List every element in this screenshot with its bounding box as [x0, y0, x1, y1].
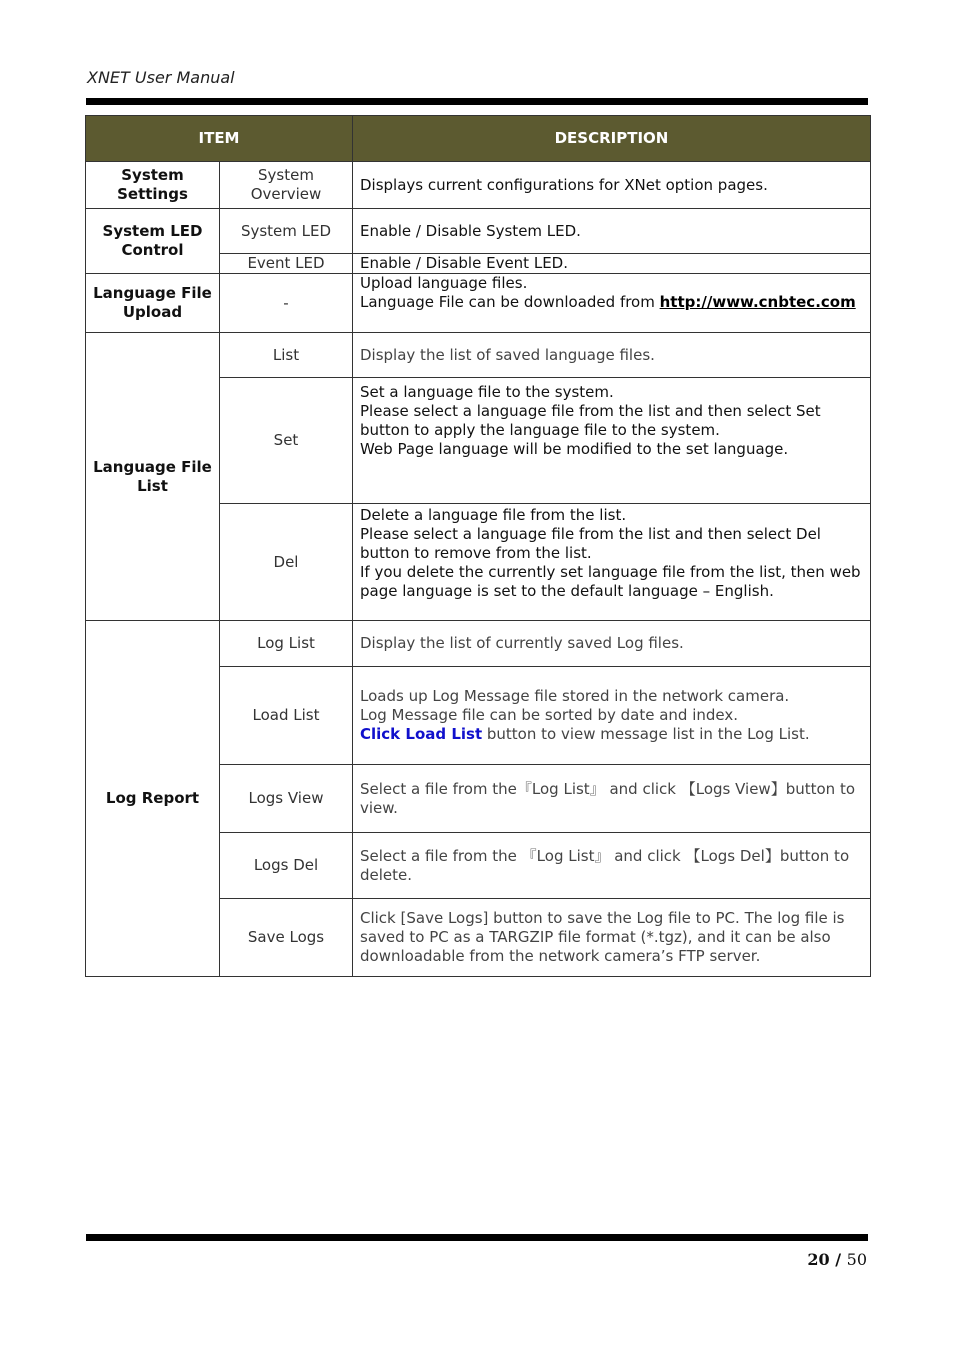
- item-system-settings: System Settings: [86, 162, 220, 209]
- document-header-title: XNET User Manual: [87, 68, 235, 87]
- desc-event-led: Enable / Disable Event LED.: [353, 254, 871, 274]
- table-row: [86, 333, 871, 378]
- subitem-set: Set: [220, 378, 353, 504]
- item-log-report: Log Report: [86, 621, 220, 977]
- page-separator: /: [829, 1250, 847, 1269]
- subitem-log-list: Log List: [220, 621, 353, 667]
- desc-set-line2: Please select a language file from the list and then select Set button to apply the language file to the system.: [360, 402, 821, 439]
- desc-set: [353, 378, 871, 504]
- desc-set-line1: Set a language file to the system.: [360, 383, 614, 401]
- cnbtec-link[interactable]: http://www.cnbtec.com: [659, 293, 856, 311]
- subitem-logs-del: Logs Del: [220, 833, 353, 899]
- footer-divider: [86, 1234, 868, 1241]
- desc-list: Display the list of saved language files.: [353, 333, 871, 378]
- desc-del-line2: Please select a language file from the list and then select Del button to remove from the list.: [360, 525, 821, 562]
- column-header-description: DESCRIPTION: [353, 116, 871, 162]
- desc-del: [353, 504, 871, 621]
- desc-log-list: Display the list of currently saved Log files.: [353, 621, 871, 667]
- item-language-file-list: Language File List: [86, 333, 220, 621]
- item-system-led-control: System LED Control: [86, 209, 220, 274]
- desc-logs-del: Select a file from the 『Log List』 and click 【Logs Del】button to delete.: [353, 833, 871, 899]
- table-row: [86, 162, 871, 209]
- desc-set-line3: Web Page language will be modified to the set language.: [360, 440, 789, 458]
- subitem-upload-dash: -: [220, 274, 353, 333]
- desc-del-line1: Delete a language file from the list.: [360, 506, 627, 524]
- desc-language-upload: [353, 274, 871, 333]
- page-number: [807, 1250, 867, 1269]
- column-header-item: ITEM: [86, 116, 353, 162]
- subitem-event-led: Event LED: [220, 254, 353, 274]
- table-row: [86, 621, 871, 667]
- subitem-list: List: [220, 333, 353, 378]
- subitem-system-led: System LED: [220, 209, 353, 254]
- spec-table: [85, 115, 871, 977]
- desc-logs-view: Select a file from the『Log List』 and click 【Logs View】button to view.: [353, 765, 871, 833]
- table-header-row: [86, 116, 871, 162]
- click-load-list-emphasis: Click Load List: [360, 725, 483, 743]
- item-language-file-upload: Language File Upload: [86, 274, 220, 333]
- table-row: [86, 274, 871, 333]
- desc-load-line3: button to view message list in the Log List.: [482, 725, 810, 743]
- header-divider: [86, 98, 868, 105]
- subitem-system-overview: System Overview: [220, 162, 353, 209]
- desc-system-led: Enable / Disable System LED.: [353, 209, 871, 254]
- page-total: 50: [846, 1250, 867, 1269]
- subitem-logs-view: Logs View: [220, 765, 353, 833]
- page-current: 20: [807, 1250, 830, 1269]
- subitem-load-list: Load List: [220, 667, 353, 765]
- desc-upload-line1: Upload language files.: [360, 274, 528, 292]
- desc-load-line2: Log Message file can be sorted by date and index.: [360, 706, 739, 724]
- desc-load-list: [353, 667, 871, 765]
- desc-upload-line2: Language File can be downloaded from: [360, 293, 660, 311]
- desc-load-line1: Loads up Log Message file stored in the network camera.: [360, 687, 790, 705]
- desc-del-line3: If you delete the currently set language file from the list, then web page language is set to the default language – English.: [360, 563, 861, 600]
- subitem-save-logs: Save Logs: [220, 899, 353, 977]
- table-row: [86, 209, 871, 254]
- desc-system-overview: Displays current configurations for XNet option pages.: [353, 162, 871, 209]
- desc-save-logs: Click [Save Logs] button to save the Log file to PC. The log file is saved to PC as a TARGZIP file format (*.tgz), and it can be also downloadable from the network camera’s FTP server.: [353, 899, 871, 977]
- subitem-del: Del: [220, 504, 353, 621]
